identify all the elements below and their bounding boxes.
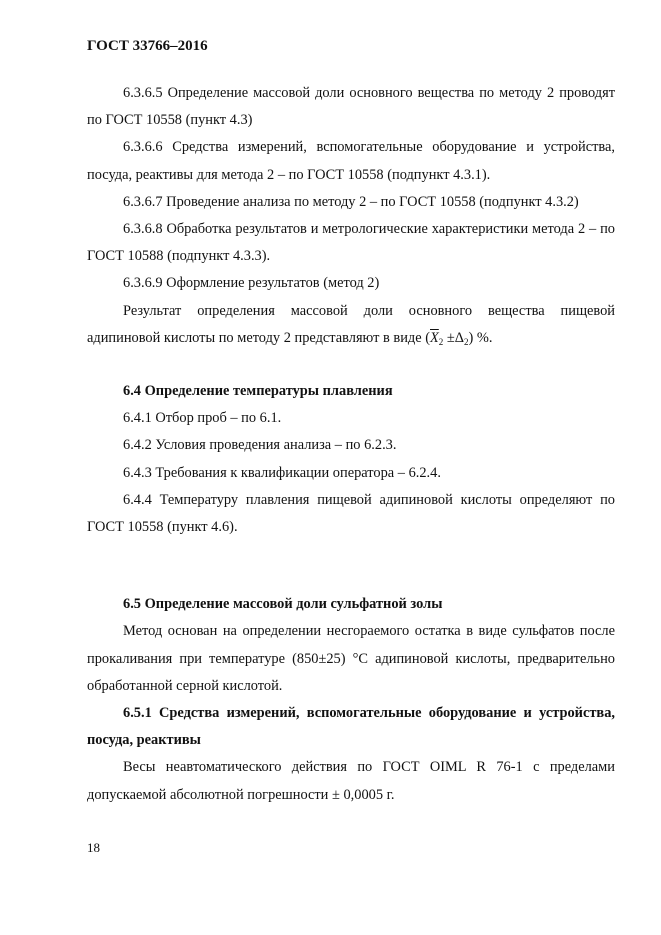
result-delta-subscript: 2 [464, 336, 469, 347]
paragraph-6-3-6-9: 6.3.6.9 Оформление результатов (метод 2) [123, 275, 380, 292]
paragraph-6-4-1: 6.4.1 Отбор проб – по 6.1. [123, 410, 282, 427]
paragraph-result-presentation [87, 298, 615, 356]
paragraph-6-3-6-5: 6.3.6.5 Определение массовой доли основного вещества по методу 2 проводят по ГОСТ 10558 (пункт 4.3) [87, 85, 615, 129]
paragraph-6-5-method: Метод основан на определении несгораемого остатка в виде сульфатов после прокаливания при температуре (850±25) °С адипиновой кислоты, предварительно обработанной серной кислотой. [87, 623, 615, 694]
result-x-symbol: $\overline{X}$ [430, 329, 439, 346]
paragraph-6-3-6-7: 6.3.6.7 Проведение анализа по методу 2 – по ГОСТ 10558 (подпункт 4.3.2) [123, 193, 579, 210]
result-tail: ) %. [468, 329, 493, 346]
paragraph-6-4-4: 6.4.4 Температуру плавления пищевой адипиновой кислоты определяют по ГОСТ 10558 (пункт 4.6). [87, 491, 615, 536]
paragraph-6-5-1-scales: Весы неавтоматического действия по ГОСТ OIML R 76-1 с пределами допускаемой абсолютной погрешности ± 0,0005 г. [87, 759, 615, 803]
paragraph-6-3-6-8: 6.3.6.8 Обработка результатов и метрологические характеристики метода 2 – по ГОСТ 10588 (подпункт 4.3.3). [87, 221, 615, 265]
section-heading-6-4: 6.4 Определение температуры плавления [123, 383, 393, 400]
page-number: 18 [87, 840, 100, 855]
document-header-title: ГОСТ 33766–2016 [87, 38, 208, 54]
result-text: Результат определения массовой доли основного вещества пищевой адипиновой кислоты по методу 2 представляют в виде ( [87, 302, 615, 346]
paragraph-6-4-3: 6.4.3 Требования к квалификации оператора – 6.2.4. [123, 464, 441, 481]
section-heading-6-5: 6.5 Определение массовой доли сульфатной золы [123, 596, 443, 613]
paragraph-6-4-2: 6.4.2 Условия проведения анализа – по 6.2.3. [123, 437, 397, 454]
result-plus-minus-delta: ±Δ [443, 329, 465, 346]
document-body [87, 80, 615, 809]
paragraph-6-3-6-6: 6.3.6.6 Средства измерений, вспомогательные оборудование и устройства, посуда, реактивы для метода 2 – по ГОСТ 10558 (подпункт 4.3.1). [87, 139, 615, 183]
result-x-subscript: 2 [438, 336, 444, 347]
subsection-heading-6-5-1: 6.5.1 Средства измерений, вспомогательные оборудование и устройства, посуда, реактивы [87, 705, 615, 749]
